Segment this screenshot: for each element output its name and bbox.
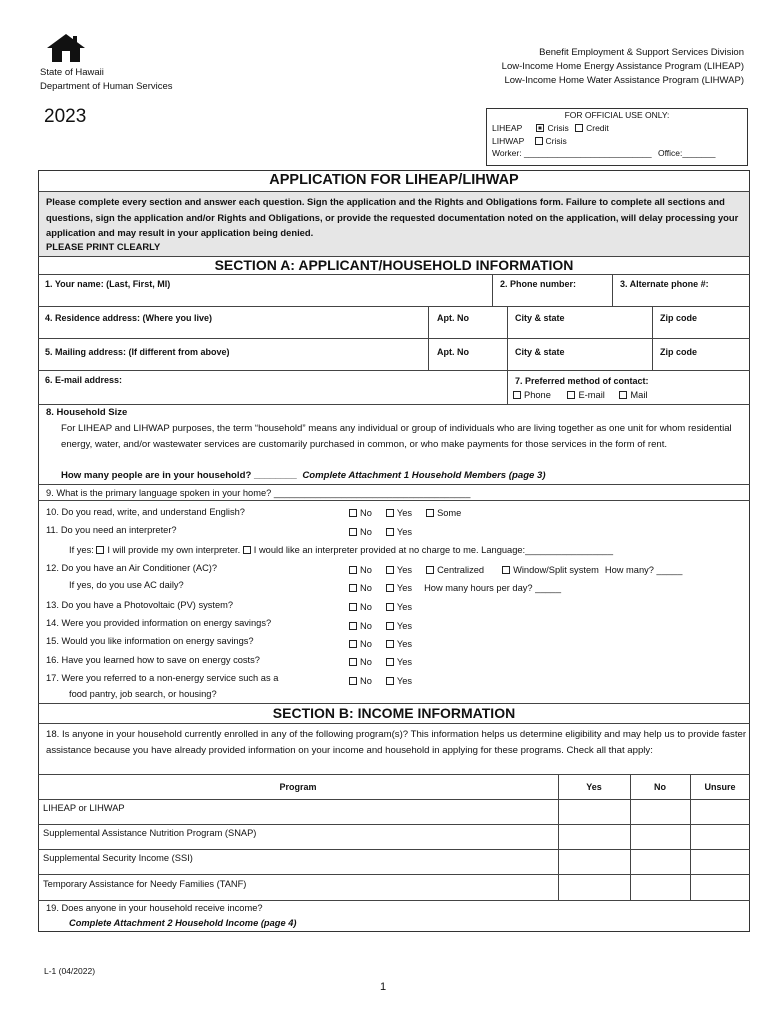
instructions-text: Please complete every section and answer each question. Sign the application and the Rights and Obligations form. Failure to complete all sections and questions, sign the application and/or Rights and Obligations, or provide the requested documentation noted on the application, will delay processing your application and may result in your application being denied. [46, 196, 739, 238]
q10-label: 10. Do you read, write, and understand English? [46, 507, 245, 517]
department-name: Department of Human Services [40, 81, 173, 92]
applicant-name-input[interactable] [40, 276, 490, 306]
household-count-row [61, 470, 546, 481]
program-lihwap: Low-Income Home Water Assistance Program (LIHWAP) [504, 75, 744, 86]
q13-no-label: No [360, 602, 372, 612]
q10-some-label: Some [437, 508, 462, 518]
q12b-label: If yes, do you use AC daily? [69, 580, 184, 590]
col-unsure: Unsure [704, 782, 736, 792]
q18-text: 18. Is anyone in your household currently enrolled in any of the following program(s)? This information helps us determine eligibility and may help us to provide faster assistance because you have already provided information on your income and household in applying for these programs. Check all that apply: [46, 729, 747, 756]
q10-options [349, 508, 461, 518]
q11-yes-label: Yes [396, 527, 413, 537]
program-row-ssi: Supplemental Security Income (SSI) [43, 853, 193, 863]
q15-no-checkbox[interactable] [349, 640, 357, 648]
official-office-field[interactable]: Office:_______ [657, 148, 716, 158]
contact-options [513, 390, 647, 400]
q12-window-label: Window/Split system [513, 565, 599, 575]
contact-phone-checkbox[interactable] [513, 391, 521, 399]
q12-no-checkbox[interactable] [349, 566, 357, 574]
q12-how-many-field[interactable]: How many? _____ [604, 565, 683, 575]
q11-provided-interpreter-label: I would like an interpreter provided at no charge to me. Language:_________________ [253, 545, 614, 555]
program-row-ssi-no-cell[interactable] [631, 850, 689, 874]
contact-phone-label: Phone [524, 390, 551, 400]
q12-options [349, 565, 682, 575]
q16-no-checkbox[interactable] [349, 658, 357, 666]
program-row-liheap-unsure-cell[interactable] [691, 800, 749, 824]
q10-yes-label: Yes [396, 508, 413, 518]
official-crisis2-label: Crisis [545, 136, 567, 146]
col-program: Program [279, 782, 317, 792]
q12-centralized-label: Centralized [437, 565, 485, 575]
contact-email-label: E-mail [578, 390, 605, 400]
q9-language[interactable]: 9. What is the primary language spoken in your home? ______________________________________ [46, 488, 471, 498]
form-year: 2023 [44, 106, 87, 127]
q17-yes-checkbox[interactable] [386, 677, 394, 685]
q11-no-checkbox[interactable] [349, 528, 357, 536]
mailing-label: 5. Mailing address: (If different from above) [45, 347, 230, 357]
q11-own-interpreter-label: I will provide my own interpreter. [107, 545, 241, 555]
program-row-tanf-unsure-cell[interactable] [691, 875, 749, 899]
print-clearly-note: PLEASE PRINT CLEARLY [46, 241, 161, 252]
mailing-input[interactable] [40, 340, 426, 370]
q16-yes-label: Yes [396, 657, 413, 667]
official-credit-label: Credit [586, 123, 609, 133]
household-count-field[interactable]: How many people are in your household? ________ [61, 470, 297, 481]
q10-yes-checkbox[interactable] [386, 509, 394, 517]
q17-no-label: No [360, 676, 372, 686]
program-liheap: Low-Income Home Energy Assistance Program (LIHEAP) [501, 61, 744, 72]
program-row-tanf-no-cell[interactable] [631, 875, 689, 899]
zip-label: Zip code [660, 313, 698, 323]
official-worker-field[interactable]: Worker: ___________________________ [492, 148, 652, 158]
q16-yes-checkbox[interactable] [386, 658, 394, 666]
q12b-yes-checkbox[interactable] [386, 584, 394, 592]
q11-options [349, 527, 412, 537]
program-row-ssi-unsure-cell[interactable] [691, 850, 749, 874]
q13-label: 13. Do you have a Photovoltaic (PV) system? [46, 600, 234, 610]
q16-options [349, 657, 412, 667]
q11-yes-checkbox[interactable] [386, 528, 394, 536]
phone-label: 2. Phone number: [500, 279, 577, 289]
q10-some-checkbox[interactable] [426, 509, 434, 517]
q17-label: 17. Were you referred to a non-energy service such as a [46, 673, 279, 683]
q15-yes-checkbox[interactable] [386, 640, 394, 648]
official-crisis-label: Crisis [547, 123, 569, 133]
form-number: L-1 (04/2022) [44, 966, 96, 976]
alt-phone-label: 3. Alternate phone #: [620, 279, 709, 289]
q17-options [349, 676, 412, 686]
q11-provided-interpreter-checkbox[interactable] [243, 546, 251, 554]
application-title: APPLICATION FOR LIHEAP/LIHWAP [269, 172, 519, 188]
q19-label: 19. Does anyone in your household receive income? [46, 903, 263, 913]
alt-phone-input[interactable] [614, 276, 748, 306]
official-title: FOR OFFICIAL USE ONLY: [564, 110, 670, 120]
q15-label: 15. Would you like information on energy savings? [46, 636, 254, 646]
program-row-snap-unsure-cell[interactable] [691, 825, 749, 849]
official-worker-row [492, 148, 715, 158]
q17b-label: food pantry, job search, or housing? [69, 689, 217, 699]
q12b-hours-field[interactable]: How many hours per day? _____ [424, 583, 562, 593]
col-yes: Yes [586, 782, 602, 792]
official-liheap-row [492, 123, 609, 133]
q11-own-interpreter-checkbox[interactable] [96, 546, 104, 554]
apt2-label: Apt. No [437, 347, 469, 357]
col-no: No [654, 782, 666, 792]
q14-yes-label: Yes [396, 621, 413, 631]
q13-no-checkbox[interactable] [349, 603, 357, 611]
q12-yes-label: Yes [396, 565, 413, 575]
q14-options [349, 621, 412, 631]
q11-label: 11. Do you need an interpreter? [46, 525, 177, 535]
residence-label: 4. Residence address: (Where you live) [45, 313, 213, 323]
q14-no-label: No [360, 621, 372, 631]
q12-centralized-checkbox[interactable] [426, 566, 434, 574]
agency-name: State of Hawaii [40, 67, 104, 78]
email-input[interactable] [40, 372, 506, 403]
division-name: Benefit Employment & Support Services Division [539, 47, 744, 58]
city-label: City & state [515, 313, 565, 323]
contact-label: 7. Preferred method of contact: [515, 376, 649, 386]
email-label: 6. E-mail address: [45, 375, 123, 385]
page-number: 1 [380, 981, 387, 993]
q12b-no-checkbox[interactable] [349, 584, 357, 592]
q13-yes-checkbox[interactable] [386, 603, 394, 611]
official-crisis-checkbox[interactable] [536, 124, 544, 132]
official-credit-checkbox[interactable] [575, 124, 583, 132]
section-a-title: SECTION A: APPLICANT/HOUSEHOLD INFORMATION [214, 257, 574, 273]
residence-input[interactable] [40, 308, 426, 338]
zip2-label: Zip code [660, 347, 698, 357]
household-definition: For LIHEAP and LIHWAP purposes, the term “household” means any individual or group of individuals who are living together as one unit for whom residential energy, water, and/or wastewater services are customarily purchased in common, or who make payments for those services in the form of rent. [61, 423, 732, 450]
q12-label: 12. Do you have an Air Conditioner (AC)? [46, 563, 218, 573]
q19-attachment-note: Complete Attachment 2 Household Income (page 4) [69, 918, 297, 928]
q13-options [349, 602, 412, 612]
q14-label: 14. Were you provided information on energy savings? [46, 618, 272, 628]
city2-label: City & state [515, 347, 565, 357]
program-row-tanf-yes-cell[interactable] [559, 875, 629, 899]
household-attachment-note: Complete Attachment 1 Household Members (page 3) [302, 470, 546, 481]
program-row-snap: Supplemental Assistance Nutrition Program (SNAP) [43, 828, 257, 838]
contact-mail-label: Mail [630, 390, 648, 400]
q11-if-yes-label: If yes: [69, 545, 94, 555]
q17-no-checkbox[interactable] [349, 677, 357, 685]
q11-followup [69, 545, 613, 555]
q12-no-label: No [360, 565, 372, 575]
q15-yes-label: Yes [396, 639, 413, 649]
section-b-title: SECTION B: INCOME INFORMATION [272, 705, 516, 721]
q12-window-checkbox[interactable] [502, 566, 510, 574]
phone-input[interactable] [494, 276, 610, 306]
q14-no-checkbox[interactable] [349, 622, 357, 630]
applicant-name-label: 1. Your name: (Last, First, MI) [45, 279, 171, 289]
q12b-no-label: No [360, 583, 372, 593]
house-logo-icon [46, 33, 86, 63]
q10-no-label: No [360, 508, 372, 518]
q12b-yes-label: Yes [396, 583, 413, 593]
apt-label: Apt. No [437, 313, 469, 323]
q16-no-label: No [360, 657, 372, 667]
program-row-snap-yes-cell[interactable] [559, 825, 629, 849]
official-crisis2-checkbox[interactable] [535, 137, 543, 145]
q17-yes-label: Yes [396, 676, 413, 686]
official-lihwap-label: LIHWAP [492, 136, 525, 146]
program-row-ssi-yes-cell[interactable] [559, 850, 629, 874]
contact-email-checkbox[interactable] [567, 391, 575, 399]
program-row-liheap-no-cell[interactable] [631, 800, 689, 824]
q12b-options [349, 583, 561, 593]
q14-yes-checkbox[interactable] [386, 622, 394, 630]
household-size-title: 8. Household Size [46, 407, 128, 418]
q13-yes-label: Yes [396, 602, 413, 612]
q11-no-label: No [360, 527, 372, 537]
official-liheap-label: LIHEAP [492, 123, 523, 133]
q15-no-label: No [360, 639, 372, 649]
q12-yes-checkbox[interactable] [386, 566, 394, 574]
program-row-liheap: LIHEAP or LIHWAP [43, 803, 125, 813]
q10-no-checkbox[interactable] [349, 509, 357, 517]
program-row-liheap-yes-cell[interactable] [559, 800, 629, 824]
q16-label: 16. Have you learned how to save on energy costs? [46, 655, 260, 665]
program-row-tanf: Temporary Assistance for Needy Families (TANF) [43, 879, 247, 889]
official-lihwap-row [492, 136, 567, 146]
program-row-snap-no-cell[interactable] [631, 825, 689, 849]
q15-options [349, 639, 412, 649]
contact-mail-checkbox[interactable] [619, 391, 627, 399]
